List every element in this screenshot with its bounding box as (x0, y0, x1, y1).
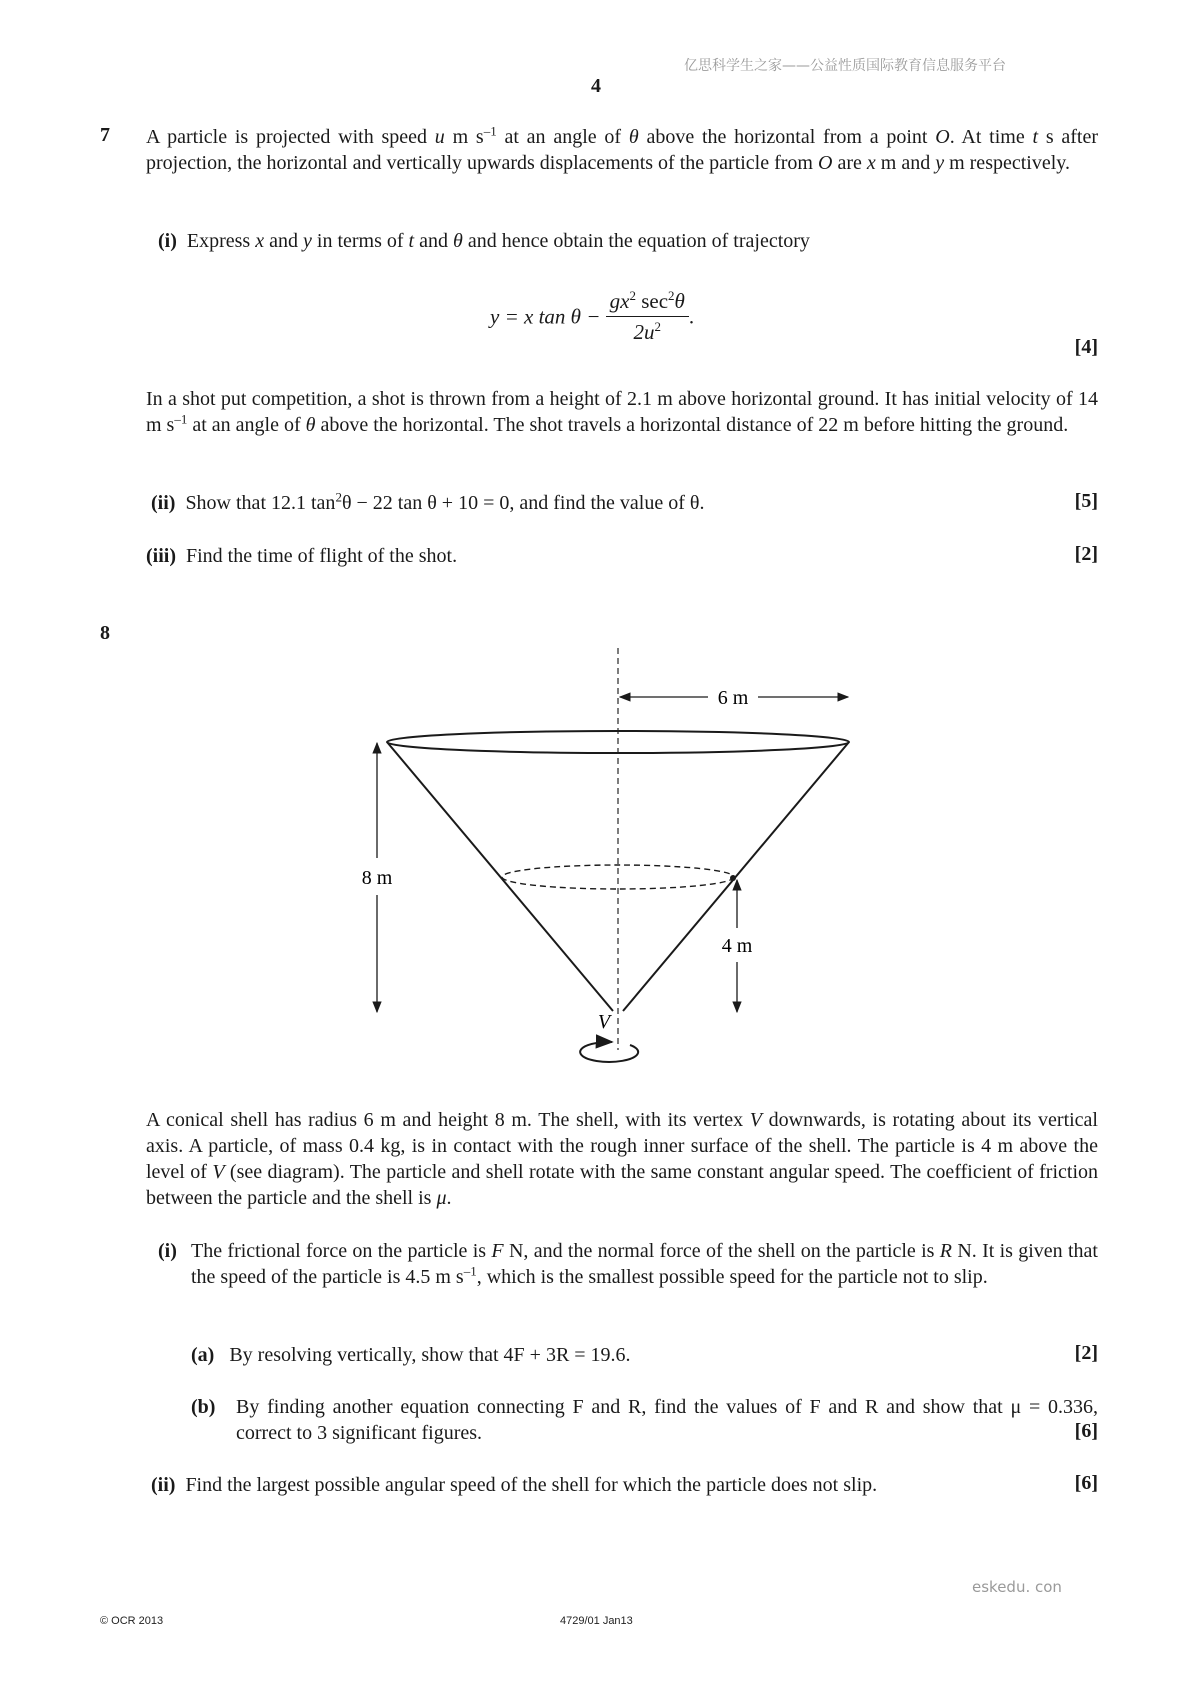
q7-part-ii: (ii) Show that 12.1 $\tan^2\theta - 22$ tan θ + 10 = 0, and find the value of θ. (151, 489, 705, 514)
marks-q7-ii: [5] (1074, 490, 1098, 512)
q7-part-iii: (iii) Find the time of flight of the shot. (146, 545, 458, 567)
rotation-arrow-icon (580, 1042, 638, 1062)
q8-part-a: (a) By resolving vertically, show that 4F + 3R = 19.6. (191, 1344, 631, 1366)
marks-q7-iii: [2] (1074, 543, 1098, 565)
cone-side-left (387, 742, 613, 1011)
q7-part-i: (i) Express x and y in terms of t and θ and hence obtain the equation of trajectory (158, 230, 810, 252)
q8-part-b-text: By finding another equation connecting F and R, find the values of F and R and show that μ = 0.336, correct to 3 significant figures. (236, 1396, 1098, 1444)
copyright: © OCR 2013 (100, 1615, 164, 1627)
particle (730, 875, 736, 881)
radius-label: 6 m (717, 687, 749, 709)
part-label: (i) (158, 1240, 177, 1262)
question-number-7: 7 (100, 124, 110, 146)
marks-q8-a: [2] (1074, 1342, 1098, 1364)
height-label: 8 m (361, 867, 393, 889)
part-label: (i) (158, 230, 177, 252)
particle-height-label: 4 m (721, 935, 753, 957)
site-watermark: eskedu. con (972, 1578, 1062, 1596)
marks-q8-ii: [6] (1074, 1472, 1098, 1494)
q8-part-ii: (ii) Find the largest possible angular speed of the shell for which the particle does not slip. (151, 1474, 878, 1496)
marks-q7-i: [4] (1074, 336, 1098, 358)
question-number-8: 8 (100, 622, 110, 644)
page-number: 4 (591, 75, 601, 97)
marks-q8-b: [6] (1074, 1420, 1098, 1442)
vertex-label: V (597, 1011, 611, 1033)
watermark-text: 亿思科学生之家——公益性质国际教育信息服务平台 (684, 58, 1006, 74)
q7-stem: A particle is projected with speed u m $s^{-1}$ at an angle of θ above the horizontal from a point O. At time t s after projection, the horizontal and vertically upwards displacements of the particle from O are x m and y m respectively. (146, 123, 1099, 174)
part-label: (b) (191, 1396, 216, 1418)
cone-side-right (623, 742, 849, 1011)
q8-part-i-text: The frictional force on the particle is F N, and the normal force of the shell on the particle is R N. It is given that the speed of the particle is 4.5 m $s^{-1}$, which is the smallest possible speed for the particle not to slip. (191, 1240, 1098, 1288)
q8-stem: A conical shell has radius 6 m and height 8 m. The shell, with its vertex V downwards, is rotating about its vertical axis. A particle, of mass 0.4 kg, is in contact with the rough inner surface of the shell. The particle is 4 m above the level of V (see diagram). The particle and shell rotate with the same constant angular speed. The coefficient of friction between the particle and the shell is μ. (146, 1109, 1098, 1209)
paper-code: 4729/01 Jan13 (560, 1615, 633, 1627)
q7-context: In a shot put competition, a shot is thrown from a height of 2.1 m above horizontal ground. It has initial velocity of 14 m $s^{-1}$ at an angle of θ above the horizontal. The shot travels a horizontal distance of 22 m before hitting the ground. (146, 388, 1098, 436)
trajectory-equation: y = x tan θ − $\frac{gx^2 \sec^2\theta}{2u^2}$ . (490, 288, 695, 344)
